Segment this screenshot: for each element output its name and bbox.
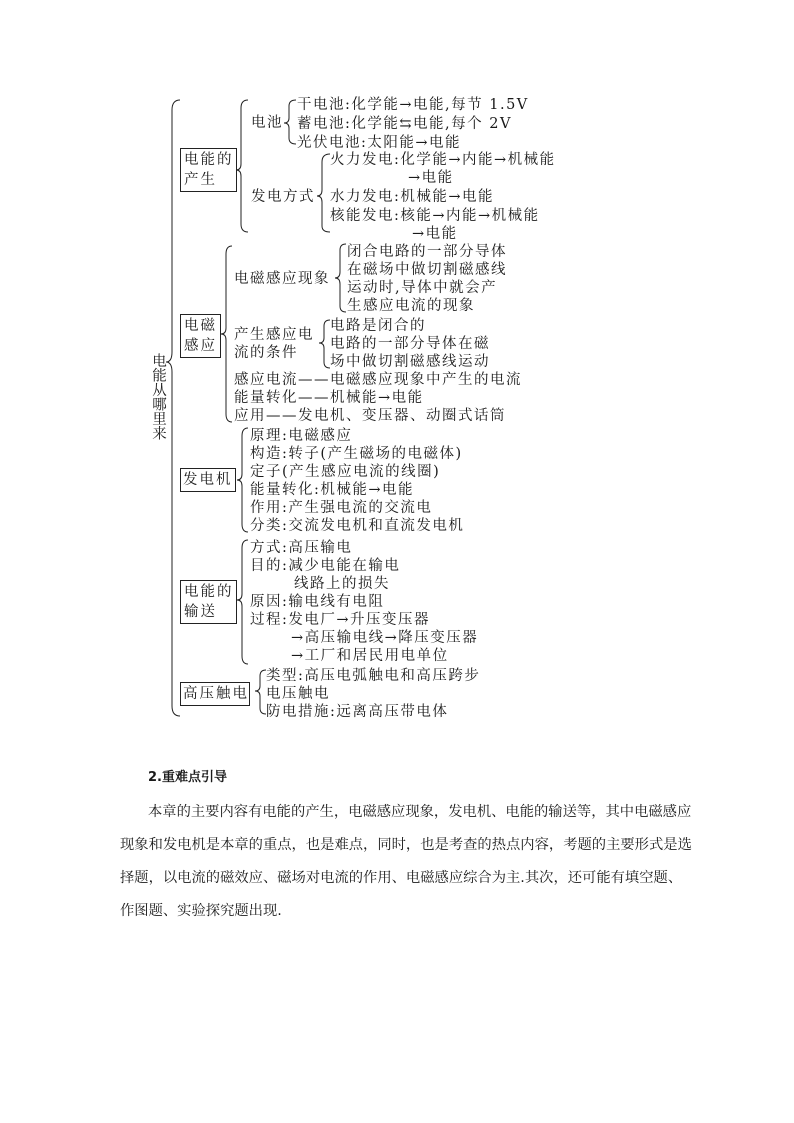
gen-item-3b: →电能 <box>412 226 458 242</box>
gen-item-2: 水力发电:机械能→电能 <box>330 189 495 205</box>
b5-item-3: 防电措施:远离高压带电体 <box>266 704 449 720</box>
battery-item-2: 蓄电池:化学能⇆电能,每个 2V <box>297 116 512 132</box>
b5-item-1: 类型:高压电弧触电和高压跨步 <box>266 668 481 684</box>
b1-title-l2: 产生 <box>184 172 217 188</box>
root-title: 电能从哪里来 <box>150 353 166 440</box>
cond-item-2: 电路的一部分导体在磁 <box>330 336 490 352</box>
section-paragraph <box>120 796 692 928</box>
cond-item-3: 场中做切割磁感线运动 <box>330 354 490 370</box>
b2-title-box <box>180 314 221 358</box>
b2-title-l2: 感应 <box>184 338 217 354</box>
b3-title: 发电机 <box>183 472 233 488</box>
para-line-1: 本章的主要内容有电能的产生，电磁感应现象，发电机、电能的输送等，其中电磁感应 <box>148 804 692 820</box>
phen-item-3: 运动时,导体中就会产 <box>347 280 498 296</box>
b5-item-2: 电压触电 <box>266 686 330 702</box>
battery-item-1: 干电池:化学能→电能,每节 1.5V <box>297 97 529 113</box>
para-line-3: 择题，以电流的磁效应、磁场对电流的作用、电磁感应综合为主.其次，还可能有填空题、 <box>120 870 683 886</box>
b4-item-4: 原因:输电线有电阻 <box>250 594 385 610</box>
b5-brace <box>255 670 266 714</box>
b3-item-1: 原理:电磁感应 <box>250 428 353 444</box>
gen-item-3a: 核能发电:核能→内能→机械能 <box>330 208 540 224</box>
b4-brace <box>237 540 248 664</box>
phen-item-2: 在磁场中做切割磁感线 <box>347 262 507 278</box>
root-brace <box>166 100 180 716</box>
b4-item-5: 过程:发电厂→升压变压器 <box>250 612 431 628</box>
b1-title-box <box>180 148 237 192</box>
b3-item-4: 能量转化:机械能→电能 <box>250 482 415 498</box>
gen-item-1a: 火力发电:化学能→内能→机械能 <box>330 152 556 168</box>
b3-title-box <box>180 468 236 492</box>
b4-title-l2: 输送 <box>184 604 217 620</box>
current-def: 感应电流——电磁感应现象中产生的电流 <box>234 372 522 388</box>
phen-brace <box>335 244 346 312</box>
b3-item-5: 作用:产生强电流的交流电 <box>250 500 433 516</box>
b3-item-3: 定子(产生感应电流的线圈) <box>250 464 441 480</box>
application: 应用——发电机、变压器、动圈式话筒 <box>234 408 506 424</box>
energy-conv: 能量转化——机械能→电能 <box>234 390 424 406</box>
phen-item-1: 闭合电路的一部分导体 <box>347 244 507 260</box>
b5-title: 高压触电 <box>183 686 249 702</box>
gen-brace <box>317 154 330 232</box>
b2-brace <box>221 246 232 422</box>
b4-title-box <box>180 580 237 624</box>
para-line-4: 作图题、实验探究题出现. <box>120 903 282 919</box>
b4-item-2: 目的:减少电能在输电 <box>250 558 401 574</box>
b4-item-7: →工厂和居民用电单位 <box>291 648 449 664</box>
section-heading: 2.重难点引导 <box>148 770 227 785</box>
b1-brace <box>236 100 248 232</box>
b4-title-l1: 电能的 <box>184 584 234 600</box>
battery-item-3: 光伏电池:太阳能→电能 <box>297 135 462 151</box>
phen-label: 电磁感应现象 <box>234 271 330 287</box>
battery-label: 电池 <box>251 115 283 131</box>
cond-item-1: 电路是闭合的 <box>330 318 426 334</box>
b3-item-2: 构造:转子(产生磁场的电磁体) <box>250 446 463 462</box>
b1-title-l1: 电能的 <box>184 152 234 168</box>
gen-item-1b: →电能 <box>408 170 454 186</box>
cond-label-l2: 流的条件 <box>234 345 298 361</box>
battery-brace <box>284 100 296 144</box>
b4-item-1: 方式:高压输电 <box>250 540 353 556</box>
b3-brace <box>237 428 248 532</box>
b2-title-l1: 电磁 <box>184 318 217 334</box>
b4-item-3: 线路上的损失 <box>294 576 390 592</box>
cond-label-l1: 产生感应电 <box>234 327 314 343</box>
cond-brace <box>319 320 330 368</box>
b3-item-6: 分类:交流发电机和直流发电机 <box>250 518 465 534</box>
b5-title-box <box>180 682 250 706</box>
phen-item-4: 生感应电流的现象 <box>347 298 475 314</box>
b4-item-6: →高压输电线→降压变压器 <box>291 630 479 646</box>
gen-label: 发电方式 <box>251 189 315 205</box>
para-line-2: 现象和发电机是本章的重点，也是难点，同时，也是考查的热点内容，考题的主要形式是选 <box>120 837 692 853</box>
